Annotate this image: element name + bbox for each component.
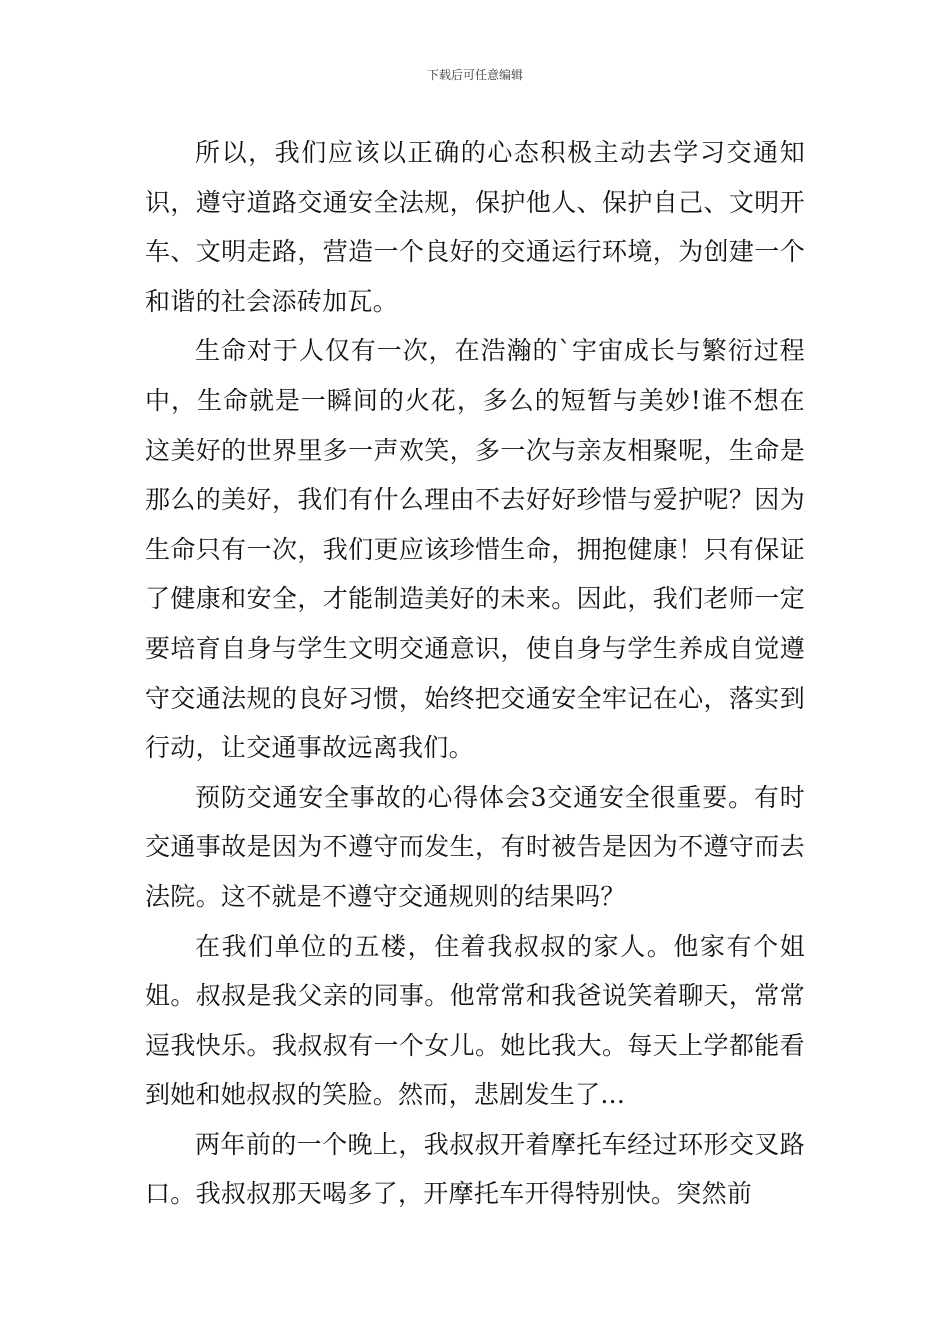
paragraph-3: 预防交通安全事故的心得体会3交通安全很重要。有时交通事故是因为不遵守而发生，有时被告是因为不遵守而去法院。这不就是不遵守交通规则的结果吗？ [145, 782, 805, 911]
paragraph-1: 所以，我们应该以正确的心态积极主动去学习交通知识，遵守道路交通安全法规，保护他人、保护自己、文明开车、文明走路，营造一个良好的交通运行环境，为创建一个和谐的社会添砖加瓦。 [145, 138, 805, 316]
page-header-note: 下载后可任意编辑 [426, 68, 523, 82]
document-body [145, 128, 805, 1219]
paragraph-5: 两年前的一个晚上，我叔叔开着摩托车经过环形交叉路口。我叔叔那天喝多了，开摩托车开得特别快。突然前 [145, 1129, 805, 1209]
paragraph-4: 在我们单位的五楼，住着我叔叔的家人。他家有个姐姐。叔叔是我父亲的同事。他常常和我爸说笑着聊天，常常逗我快乐。我叔叔有一个女儿。她比我大。每天上学都能看到她和她叔叔的笑脸。然而，悲剧发生了... [145, 931, 805, 1110]
paragraph-2: 生命对于人仅有一次，在浩瀚的`宇宙成长与繁衍过程中，生命就是一瞬间的火花，多么的短暂与美妙!谁不想在这美好的世界里多一声欢笑，多一次与亲友相聚呢，生命是那么的美好，我们有什么理由不去好好珍惜与爱护呢？因为生命只有一次，我们更应该珍惜生命，拥抱健康！只有保证了健康和安全，才能制造美好的未来。因此，我们老师一定要培育自身与学生文明交通意识，使自身与学生养成自觉遵守交通法规的良好习惯，始终把交通安全牢记在心，落实到行动，让交通事故远离我们。 [145, 336, 805, 763]
